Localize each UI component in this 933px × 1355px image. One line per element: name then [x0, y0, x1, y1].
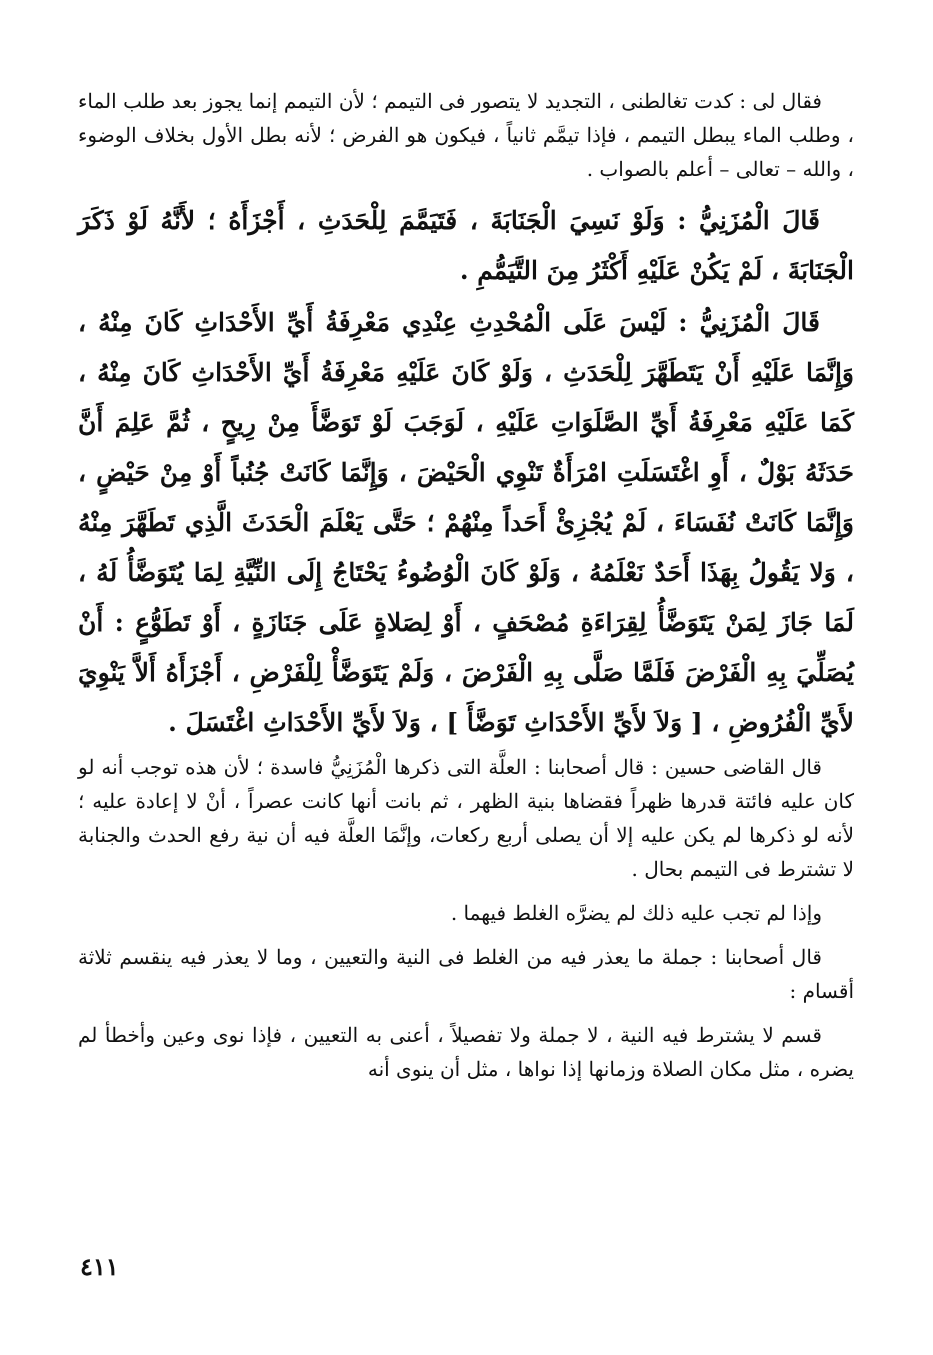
text-body [78, 84, 854, 1096]
paragraph-matn: قَالَ الْمُزَنِيُّ : لَيْسَ عَلَى الْمُحْدِثِ عِنْدِي مَعْرِفَةُ أَيِّ الأَحْدَاثِ كَانَ مِنْهُ ، وَإِنَّمَا عَلَيْهِ أَنْ يَتَطَهَّرَ لِلْحَدَثِ ، وَلَوْ كَانَ عَلَيْهِ مَعْرِفَةُ أَيِّ الأَحْدَاثِ كَانَ مِنْهُ ، كَمَا عَلَيْهِ مَعْرِفَةُ أَيِّ الصَّلَوَاتِ عَلَيْهِ ، لَوَجَبَ لَوْ تَوَضَّأَ مِنْ رِيحٍ ، ثُمَّ عَلِمَ أَنَّ حَدَثَهُ بَوْلٌ ، أَوِ اغْتَسَلَتِ امْرَأَةٌ تَنْوِي الْحَيْضَ ، وَإِنَّمَا كَانَتْ جُنُباً أَوْ مِنْ حَيْضٍ ، وَإِنَّمَا كَانَتْ نُفَسَاءَ ، لَمْ يُجْزِئْ أَحَداً مِنْهُمْ ؛ حَتَّى يَعْلَمَ الْحَدَثَ الَّذِي تَطَهَّرَ مِنْهُ ، وَلا يَقُولُ بِهَذَا أَحَدٌ نَعْلَمُهُ ، وَلَوْ كَانَ الْوُضُوءُ يَحْتَاجُ إِلَى النِّيَّةِ لِمَا يُتَوَضَّأُ لَهُ ، لَمَا جَازَ لِمَنْ يَتَوَضَّأُ لِقِرَاءَةِ مُصْحَفٍ ، أَوْ لِصَلاةٍ عَلَى جَنَازَةٍ ، أَوْ تَطَوُّعٍ : أَنْ يُصَلِّيَ بِهِ الْفَرْضَ فَلَمَّا صَلَّى بِهِ الْفَرْضَ ، وَلَمْ يَتَوَضَّأْ لِلْفَرْضِ ، أَجْزَأَهُ أَلاَّ يَنْوِيَ لأَيِّ الْفُرُوضِ ، [ وَلاَ لأَيِّ الأَحْدَاثِ تَوَضَّأَ ] ، وَلاَ لأَيِّ الأَحْدَاثِ اغْتَسَلَ . [78, 308, 854, 737]
paragraph-commentary: فقال لى : كدت تغالطنى ، التجديد لا يتصور فى التيمم ؛ لأن التيمم إنما يجوز بعد طلب الماء ، وطلب الماء يبطل التيمم ، فإذا تيمَّم ثانياً ، فيكون هو الفرض ؛ لأنه بطل الأول بخلاف الوضوء ، والله – تعالى – أعلم بالصواب . [78, 89, 854, 181]
paragraph-commentary: قال القاضى حسين : قال أصحابنا : العلَّة التى ذكرها الْمُزَنِيُّ فاسدة ؛ لأن هذه توجب أنه لو كان عليه فائتة قدرها ظهراً فقضاها بنية الظهر ، ثم بانت أنها كانت عصراً ، أنْ لا إعادة عليه ؛ لأنه لو ذكرها لم يكن عليه إلا أن يصلى أربع ركعات، وإنَّمَا العلَّة فيه أن نية رفع الحدث والجنابة لا تشترط فى التيمم بحال . [78, 755, 854, 881]
paragraph-commentary: قال أصحابنا : جملة ما يعذر فيه من الغلط فى النية والتعيين ، وما لا يعذر فيه ينقسم ثلاثة أقسام : [78, 945, 854, 1003]
paragraph-matn: قَالَ الْمُزَنِيُّ : وَلَوْ نَسِيَ الْجَنَابَةَ ، فَتَيَمَّمَ لِلْحَدَثِ ، أَجْزَأَهُ ؛ لأَنَّهُ لَوْ ذَكَرَ الْجَنَابَةَ ، لَمْ يَكُنْ عَلَيْهِ أَكْثَرُ مِنَ التَّيَمُّمِ . [78, 206, 854, 285]
paragraph-commentary: وإذا لم تجب عليه ذلك لم يضرَّه الغلط فيهما . [450, 901, 822, 925]
page-number: ٤١١ [80, 1252, 119, 1281]
paragraph-commentary: قسم لا يشترط فيه النية ، لا جملة ولا تفصيلاً ، أعنى به التعيين ، فإذا نوى وعين وأخطأ لم يضره ، مثل مكان الصلاة وزمانها إذا نواها ، مثل أن ينوى أنه [78, 1023, 854, 1081]
